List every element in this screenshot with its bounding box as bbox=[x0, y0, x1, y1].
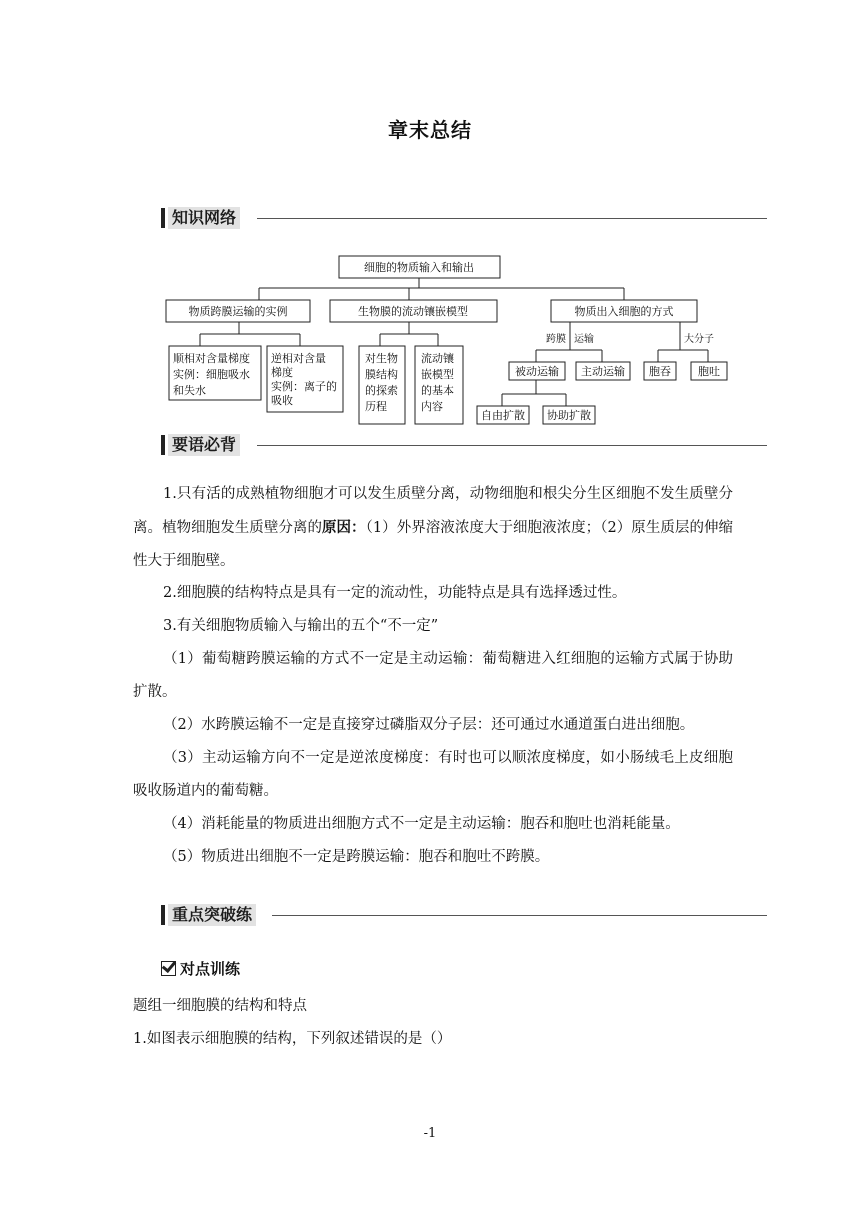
checkbox-icon bbox=[161, 961, 176, 976]
section-rule bbox=[257, 445, 767, 446]
paragraph-1 bbox=[133, 478, 733, 578]
diagram-node-content-4: 内容 bbox=[421, 400, 443, 413]
diagram-node-reverse-4: 吸收 bbox=[271, 394, 293, 407]
question-1: 1.如图表示细胞膜的结构，下列叙述错误的是（） bbox=[133, 1031, 452, 1047]
concept-diagram bbox=[160, 250, 740, 430]
diagram-label-kuamo: 跨膜 bbox=[546, 334, 566, 345]
section-rule bbox=[272, 915, 767, 916]
paragraph-5: （2）水跨膜运输不一定是直接穿过磷脂双分子层：还可通过水通道蛋白进出细胞。 bbox=[163, 717, 695, 733]
diagram-branch-examples: 物质跨膜运输的实例 bbox=[188, 305, 288, 318]
section-bar bbox=[161, 208, 165, 228]
diagram-node-gradient-3: 和失水 bbox=[173, 384, 206, 397]
paragraph-8: （5）物质进出细胞不一定是跨膜运输：胞吞和胞吐不跨膜。 bbox=[163, 849, 550, 865]
paragraph-1-text-b: （1）外界溶液浓度大于细胞液浓度；（2）原生质层的伸缩性大于细胞壁。 bbox=[133, 520, 734, 569]
diagram-node-reverse-1: 逆相对含量 bbox=[271, 352, 326, 365]
diagram-branch-methods: 物质出入细胞的方式 bbox=[574, 305, 674, 318]
diagram-node-exocytosis: 胞吐 bbox=[698, 365, 720, 378]
paragraph-1-text-a: 1.只有活的成熟植物细胞才可以发生质壁分离，动物细胞和根尖分生区细胞不发生质壁分离。植物细胞发生质壁分离的 bbox=[133, 486, 733, 536]
diagram-node-history-4: 历程 bbox=[365, 400, 387, 413]
diagram-node-active: 主动运输 bbox=[581, 365, 625, 378]
diagram-node-content-1: 流动镶 bbox=[421, 352, 454, 365]
diagram-branch-model: 生物膜的流动镶嵌模型 bbox=[358, 305, 468, 318]
practice-subheading bbox=[161, 958, 240, 979]
diagram-node-content-2: 嵌模型 bbox=[421, 368, 454, 381]
question-group-title: 题组一细胞膜的结构和特点 bbox=[133, 998, 307, 1014]
diagram-node-gradient-2: 实例：细胞吸水 bbox=[173, 368, 250, 381]
paragraph-7: （4）消耗能量的物质进出细胞方式不一定是主动运输：胞吞和胞吐也消耗能量。 bbox=[163, 816, 680, 832]
section-rule bbox=[257, 218, 767, 219]
diagram-node-facilitated-diffusion: 协助扩散 bbox=[547, 409, 591, 422]
diagram-label-yunshu: 运输 bbox=[574, 334, 594, 345]
section-bar bbox=[161, 435, 165, 455]
section-title: 知识网络 bbox=[168, 207, 240, 229]
page-number: -1 bbox=[423, 1126, 437, 1141]
diagram-node-content-3: 的基本 bbox=[421, 384, 454, 397]
paragraph-6: （3）主动运输方向不一定是逆浓度梯度：有时也可以顺浓度梯度，如小肠绒毛上皮细胞吸收肠道内的葡萄糖。 bbox=[133, 750, 733, 799]
practice-subheading-text: 对点训练 bbox=[180, 960, 241, 978]
diagram-node-gradient-1: 顺相对含量梯度 bbox=[173, 352, 250, 365]
page-title: 章末总结 bbox=[388, 118, 472, 142]
section-header-knowledge-network bbox=[161, 207, 767, 229]
diagram-node-passive: 被动运输 bbox=[515, 365, 559, 378]
section-bar bbox=[161, 905, 165, 925]
diagram-node-reverse-3: 实例：离子的 bbox=[271, 380, 337, 393]
diagram-node-history-3: 的探索 bbox=[365, 384, 398, 397]
section-title: 重点突破练 bbox=[168, 904, 256, 926]
diagram-node-reverse-2: 梯度 bbox=[271, 366, 293, 379]
paragraph-4: （1）葡萄糖跨膜运输的方式不一定是主动运输：葡萄糖进入红细胞的运输方式属于协助扩散。 bbox=[133, 651, 733, 700]
diagram-node-history-1: 对生物 bbox=[365, 352, 398, 365]
paragraph-2: 2.细胞膜的结构特点是具有一定的流动性，功能特点是具有选择透过性。 bbox=[163, 585, 627, 601]
section-title: 要语必背 bbox=[168, 434, 240, 456]
diagram-node-free-diffusion: 自由扩散 bbox=[481, 409, 525, 422]
section-header-key-points bbox=[161, 434, 767, 456]
diagram-root: 细胞的物质输入和输出 bbox=[364, 261, 474, 274]
diagram-node-endocytosis: 胞吞 bbox=[649, 365, 671, 378]
paragraph-1-bold: 原因： bbox=[321, 519, 366, 536]
diagram-node-history-2: 膜结构 bbox=[365, 368, 398, 381]
diagram-label-dafenzi: 大分子 bbox=[684, 334, 714, 345]
paragraph-3: 3.有关细胞物质输入与输出的五个“不一定” bbox=[163, 618, 439, 634]
section-header-practice bbox=[161, 904, 767, 926]
